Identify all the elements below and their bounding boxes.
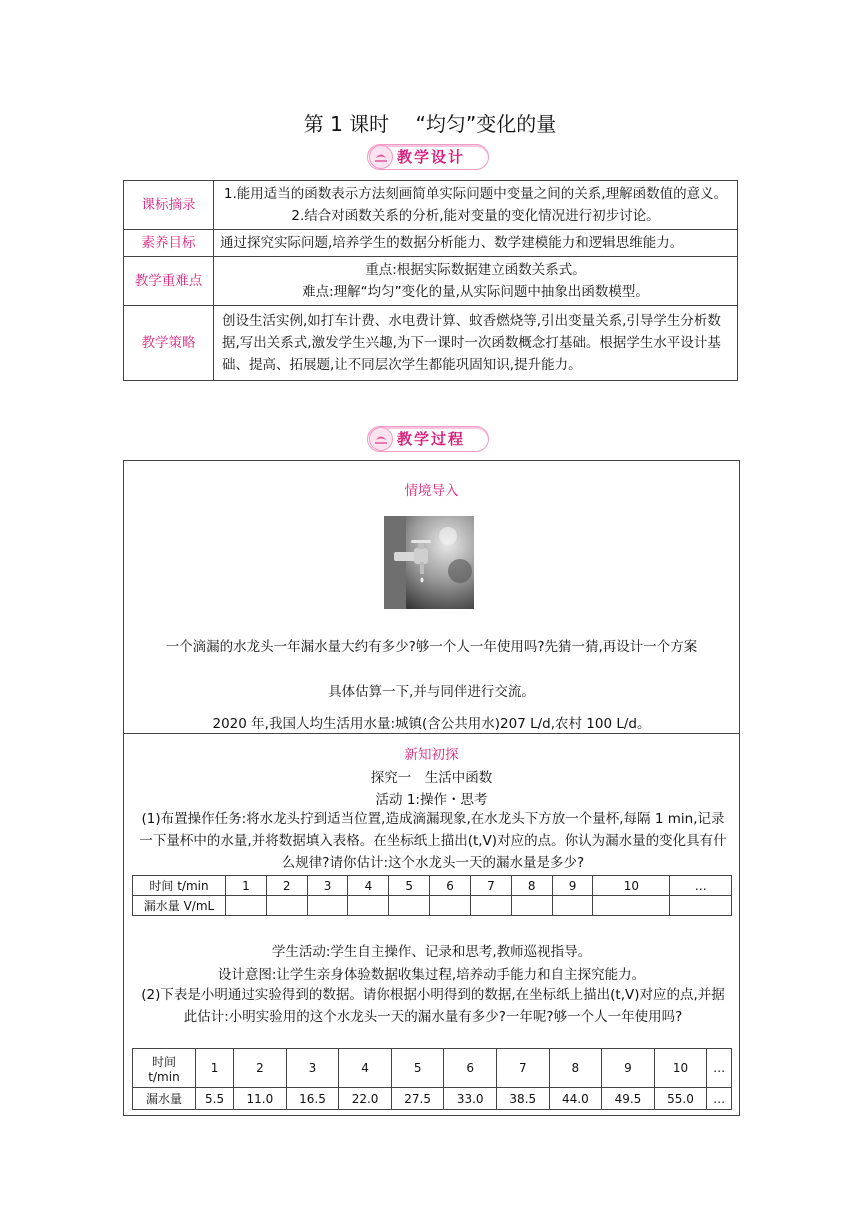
table-cell: 5 [391,1049,444,1088]
table-cell: 33.0 [444,1088,497,1110]
table-cell [593,896,670,916]
table-cell: 4 [348,876,389,896]
intro-heading: 情境导入 [404,483,459,499]
row-label: 素养目标 [124,230,214,257]
table-cell: 7 [470,876,511,896]
student-activity: 学生活动:学生自主操作、记录和思考,教师巡视指导。 [271,944,592,960]
table-cell: 16.5 [286,1088,339,1110]
table-cell: 55.0 [654,1088,707,1110]
activity-title: 活动 1:操作・思考 [375,792,488,808]
table-cell: 22.0 [339,1088,392,1110]
key-point: 重点:根据实际数据建立函数关系式。 [365,262,586,278]
table-cell: 7 [497,1049,550,1088]
table-row [133,896,732,916]
table-cell: 6 [430,876,471,896]
task-2-text: (2)下表是小明通过实验得到的数据。请你根据小明得到的数据,在坐标纸上描出(t,V)对应的点,并据此估计:小明实验用的这个水龙头一天的漏水量有多少?一年呢?够一个人一年使用吗? [141,987,725,1025]
table-row [124,181,738,230]
table-cell: 49.5 [602,1088,655,1110]
table-cell [470,896,511,916]
row-label: 教学策略 [124,306,214,381]
table-cell: … [670,876,732,896]
lesson-meta-table [123,180,738,381]
table-row [133,1088,732,1110]
dripping-faucet-photo [384,516,474,609]
explore-subheading: 探究一 生活中函数 [370,770,493,786]
table-cell: 5 [389,876,430,896]
table-row [133,876,732,896]
table-row [124,230,738,257]
table-cell [511,896,552,916]
table-cell: 4 [339,1049,392,1088]
table-cell [307,896,348,916]
table-row [124,306,738,381]
teaching-design-banner: 教学设计 [367,144,489,170]
table-cell: 11.0 [234,1088,287,1110]
table-cell [430,896,471,916]
page-title: 第 1 课时 “均匀”变化的量 [303,112,557,136]
table-cell: 44.0 [549,1088,602,1110]
table-cell: 2 [266,876,307,896]
standard-line-1: 1.能用适当的函数表示方法刻画简单实际问题中变量之间的关系,理解函数值的意义。 [223,186,728,202]
table-cell [266,896,307,916]
table-cell: 2 [234,1049,287,1088]
standard-line-2: 2.结合对函数关系的分析,能对变量的变化情况进行初步讨论。 [291,208,660,224]
blank-data-table [132,875,732,916]
table-cell: 10 [593,876,670,896]
table-cell: 8 [511,876,552,896]
table-cell [389,896,430,916]
table-cell: 38.5 [497,1088,550,1110]
table-cell: … [707,1049,732,1088]
table-cell [348,896,389,916]
table-cell [552,896,593,916]
time-header: 时间 t/min [133,1049,196,1088]
table-cell [670,896,732,916]
table-cell: 6 [444,1049,497,1088]
table-cell: 8 [549,1049,602,1088]
teaching-strategy: 创设生活实例,如打车计费、水电费计算、蚊香燃烧等,引出变量关系,引导学生分析数据,写出关系式,激发学生兴趣,为下一课时一次函数概念打基础。根据学生水平设计基础、提高、拓展题,让不同层次学生都能巩固知识,提升能力。 [214,306,738,381]
table-cell: 10 [654,1049,707,1088]
explore-heading: 新知初探 [404,747,459,763]
table-cell: 1 [226,876,267,896]
task-1-text: (1)布置操作任务:将水龙头拧到适当位置,造成滴漏现象,在水龙头下方放一个量杯,每隔 1 min,记录一下量杯中的水量,并将数据填入表格。在坐标纸上描出(t,V)对应的点。你认为漏水量的变化具有什么规律?请你估计:这个水龙头一天的漏水量是多少? [139,811,727,871]
table-cell: 27.5 [391,1088,444,1110]
table-row [124,257,738,306]
table-cell: 9 [552,876,593,896]
table-cell: 9 [602,1049,655,1088]
row-label: 教学重难点 [124,257,214,306]
table-cell: … [707,1088,732,1110]
row-label: 课标摘录 [124,181,214,230]
teaching-process-banner: 教学过程 [367,426,489,452]
table-cell: 1 [196,1049,234,1088]
difficult-point: 难点:理解“均匀”变化的量,从实际问题中抽象出函数模型。 [302,284,649,300]
design-intent: 设计意图:让学生亲身体验数据收集过程,培养动手能力和自主探究能力。 [217,967,646,983]
intro-question-2: 具体估算一下,并与同伴进行交流。 [328,684,535,700]
table-cell: 3 [307,876,348,896]
decorative-swirl-icon [369,145,393,169]
time-header: 时间 t/min [133,876,226,896]
intro-question-1: 一个滴漏的水龙头一年漏水量大约有多少?够一个人一年使用吗?先猜一猜,再设计一个方案 [165,639,698,655]
leak-header: 漏水量 V/mL [133,896,226,916]
table-cell [226,896,267,916]
teaching-process-box [123,460,740,1116]
literacy-goal: 通过探究实际问题,培养学生的数据分析能力、数学建模能力和逻辑思维能力。 [214,230,738,257]
leak-header: 漏水量 [133,1088,196,1110]
table-cell: 3 [286,1049,339,1088]
table-cell: 5.5 [196,1088,234,1110]
decorative-swirl-icon [369,427,393,451]
water-usage-note: 2020 年,我国人均生活用水量:城镇(含公共用水)207 L/d,农村 100 L/d。 [212,716,651,732]
xiaoming-data-table [132,1048,732,1110]
table-row [133,1049,732,1088]
